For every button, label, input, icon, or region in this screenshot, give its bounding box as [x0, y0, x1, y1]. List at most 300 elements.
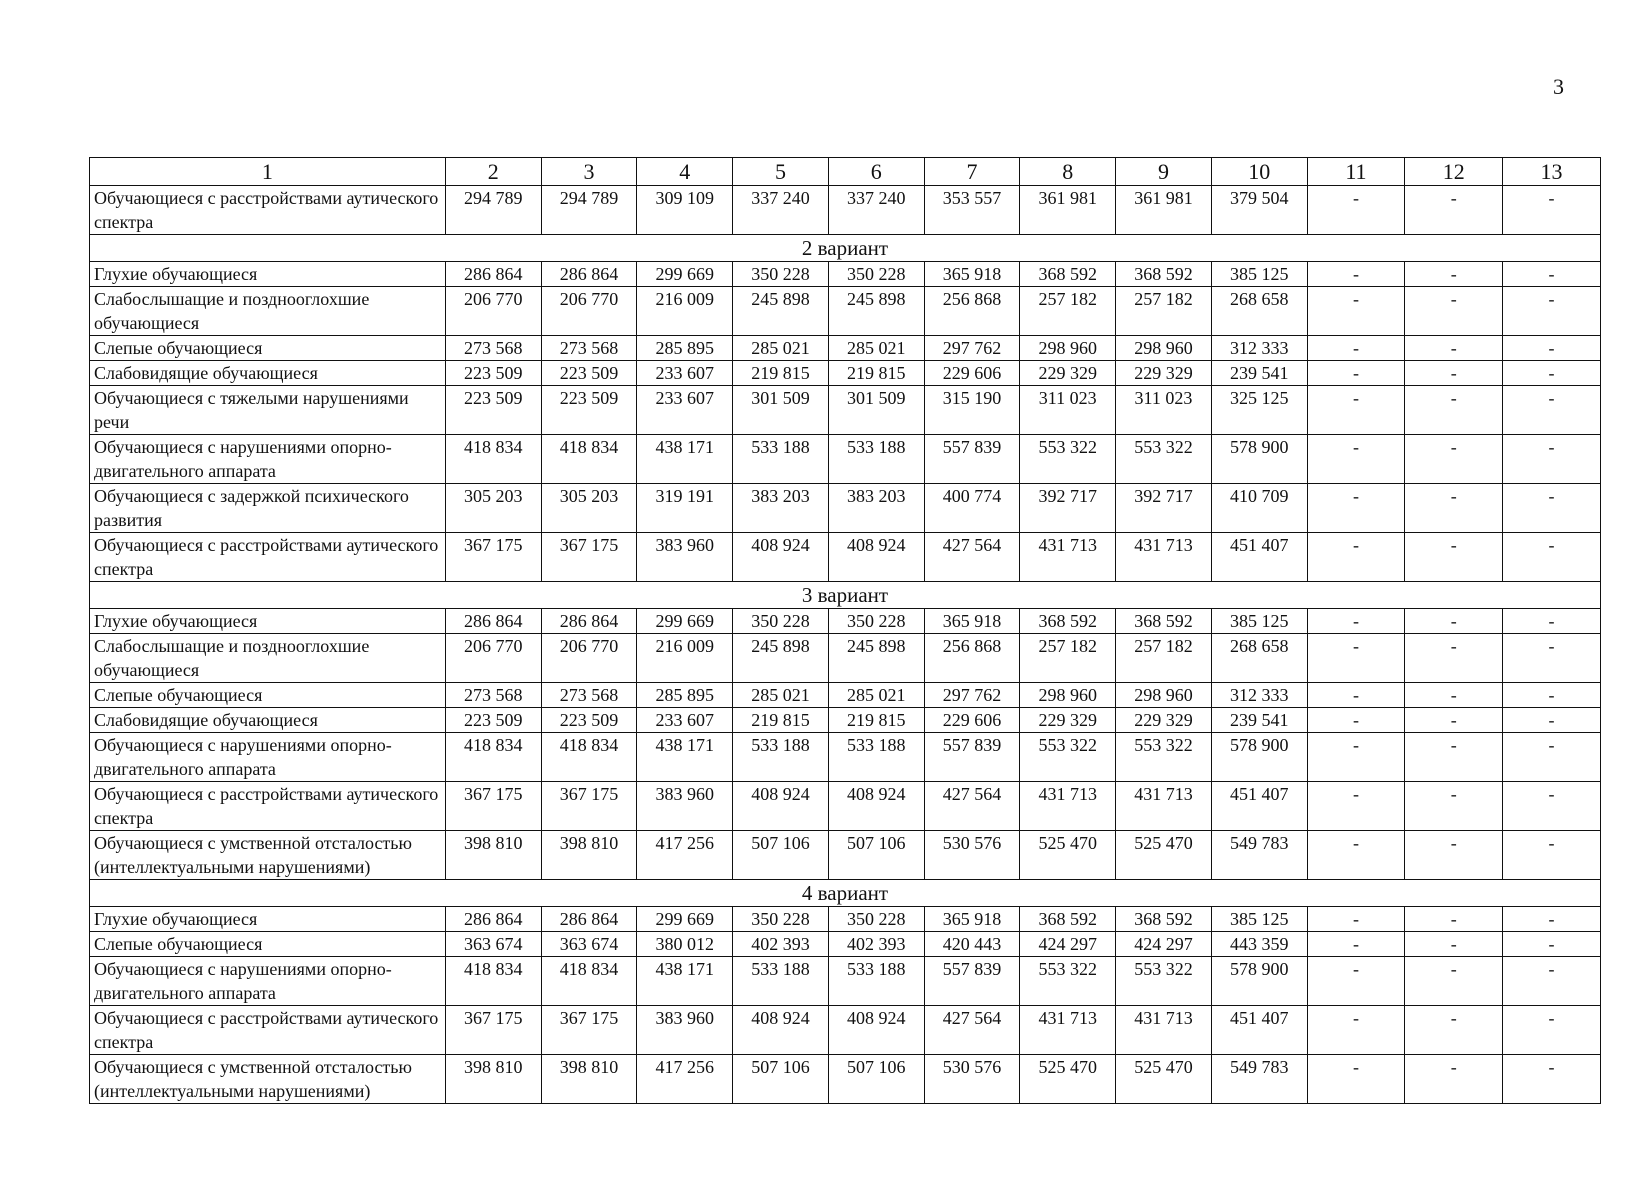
- value-cell: 385 125: [1211, 262, 1307, 287]
- value-cell: 420 443: [924, 932, 1020, 957]
- value-cell: 553 322: [1020, 733, 1116, 782]
- column-number-header: 8: [1020, 158, 1116, 186]
- value-cell: 305 203: [445, 484, 541, 533]
- value-cell: 367 175: [541, 533, 637, 582]
- value-cell: 285 895: [637, 336, 733, 361]
- empty-value-cell: -: [1503, 957, 1601, 1006]
- table-body: [90, 158, 1601, 1104]
- column-number-header: 5: [733, 158, 829, 186]
- row-category-label: Слабовидящие обучающиеся: [90, 708, 446, 733]
- value-cell: 365 918: [924, 609, 1020, 634]
- value-cell: 427 564: [924, 1006, 1020, 1055]
- value-cell: 367 175: [541, 1006, 637, 1055]
- value-cell: 286 864: [541, 609, 637, 634]
- column-number-header: 9: [1116, 158, 1212, 186]
- value-cell: 408 924: [733, 782, 829, 831]
- empty-value-cell: -: [1307, 1055, 1405, 1104]
- value-cell: 229 329: [1020, 708, 1116, 733]
- empty-value-cell: -: [1503, 262, 1601, 287]
- value-cell: 268 658: [1211, 287, 1307, 336]
- value-cell: 285 895: [637, 683, 733, 708]
- value-cell: 368 592: [1020, 609, 1116, 634]
- empty-value-cell: -: [1405, 1006, 1503, 1055]
- value-cell: 549 783: [1211, 831, 1307, 880]
- empty-value-cell: -: [1405, 386, 1503, 435]
- value-cell: 424 297: [1020, 932, 1116, 957]
- empty-value-cell: -: [1503, 361, 1601, 386]
- table-row: [90, 484, 1601, 533]
- value-cell: 245 898: [828, 287, 924, 336]
- value-cell: 301 509: [828, 386, 924, 435]
- empty-value-cell: -: [1503, 386, 1601, 435]
- section-header-row: [90, 235, 1601, 262]
- value-cell: 297 762: [924, 336, 1020, 361]
- empty-value-cell: -: [1307, 932, 1405, 957]
- empty-value-cell: -: [1307, 287, 1405, 336]
- value-cell: 553 322: [1020, 957, 1116, 1006]
- empty-value-cell: -: [1503, 831, 1601, 880]
- value-cell: 363 674: [445, 932, 541, 957]
- value-cell: 408 924: [828, 533, 924, 582]
- value-cell: 245 898: [733, 634, 829, 683]
- value-cell: 299 669: [637, 262, 733, 287]
- value-cell: 443 359: [1211, 932, 1307, 957]
- column-number-header: 12: [1405, 158, 1503, 186]
- value-cell: 438 171: [637, 435, 733, 484]
- value-cell: 350 228: [828, 609, 924, 634]
- empty-value-cell: -: [1405, 336, 1503, 361]
- page-number: 3: [1553, 74, 1564, 99]
- value-cell: 418 834: [445, 733, 541, 782]
- value-cell: 398 810: [445, 1055, 541, 1104]
- empty-value-cell: -: [1405, 733, 1503, 782]
- value-cell: 431 713: [1116, 1006, 1212, 1055]
- value-cell: 337 240: [733, 186, 829, 235]
- value-cell: 350 228: [828, 907, 924, 932]
- empty-value-cell: -: [1503, 287, 1601, 336]
- empty-value-cell: -: [1503, 484, 1601, 533]
- value-cell: 206 770: [445, 634, 541, 683]
- empty-value-cell: -: [1307, 262, 1405, 287]
- row-category-label: Обучающиеся с задержкой психического развития: [90, 484, 446, 533]
- table-row: [90, 831, 1601, 880]
- table-row: [90, 634, 1601, 683]
- empty-value-cell: -: [1503, 708, 1601, 733]
- value-cell: 392 717: [1020, 484, 1116, 533]
- value-cell: 408 924: [733, 533, 829, 582]
- empty-value-cell: -: [1307, 186, 1405, 235]
- value-cell: 286 864: [445, 262, 541, 287]
- value-cell: 365 918: [924, 907, 1020, 932]
- empty-value-cell: -: [1503, 336, 1601, 361]
- value-cell: 301 509: [733, 386, 829, 435]
- value-cell: 239 541: [1211, 361, 1307, 386]
- value-cell: 418 834: [445, 435, 541, 484]
- empty-value-cell: -: [1405, 708, 1503, 733]
- value-cell: 525 470: [1116, 1055, 1212, 1104]
- value-cell: 553 322: [1020, 435, 1116, 484]
- value-cell: 427 564: [924, 533, 1020, 582]
- data-table: [89, 157, 1601, 1104]
- value-cell: 223 509: [445, 386, 541, 435]
- value-cell: 417 256: [637, 831, 733, 880]
- value-cell: 553 322: [1116, 733, 1212, 782]
- value-cell: 367 175: [541, 782, 637, 831]
- value-cell: 297 762: [924, 683, 1020, 708]
- empty-value-cell: -: [1307, 533, 1405, 582]
- value-cell: 311 023: [1116, 386, 1212, 435]
- empty-value-cell: -: [1307, 957, 1405, 1006]
- table-row: [90, 533, 1601, 582]
- value-cell: 350 228: [733, 609, 829, 634]
- value-cell: 294 789: [445, 186, 541, 235]
- empty-value-cell: -: [1405, 533, 1503, 582]
- value-cell: 368 592: [1116, 609, 1212, 634]
- column-number-header: 1: [90, 158, 446, 186]
- empty-value-cell: -: [1405, 907, 1503, 932]
- value-cell: 223 509: [541, 361, 637, 386]
- row-category-label: Обучающиеся с расстройствами аутического спектра: [90, 782, 446, 831]
- value-cell: 431 713: [1020, 1006, 1116, 1055]
- value-cell: 398 810: [541, 1055, 637, 1104]
- empty-value-cell: -: [1405, 683, 1503, 708]
- value-cell: 325 125: [1211, 386, 1307, 435]
- value-cell: 273 568: [541, 336, 637, 361]
- value-cell: 530 576: [924, 831, 1020, 880]
- value-cell: 309 109: [637, 186, 733, 235]
- value-cell: 319 191: [637, 484, 733, 533]
- value-cell: 353 557: [924, 186, 1020, 235]
- value-cell: 223 509: [541, 386, 637, 435]
- value-cell: 367 175: [445, 533, 541, 582]
- value-cell: 438 171: [637, 733, 733, 782]
- value-cell: 507 106: [828, 831, 924, 880]
- value-cell: 507 106: [828, 1055, 924, 1104]
- value-cell: 219 815: [733, 361, 829, 386]
- value-cell: 216 009: [637, 634, 733, 683]
- value-cell: 431 713: [1020, 533, 1116, 582]
- empty-value-cell: -: [1503, 533, 1601, 582]
- empty-value-cell: -: [1405, 262, 1503, 287]
- empty-value-cell: -: [1405, 609, 1503, 634]
- value-cell: 557 839: [924, 957, 1020, 1006]
- value-cell: 363 674: [541, 932, 637, 957]
- value-cell: 507 106: [733, 831, 829, 880]
- value-cell: 273 568: [445, 336, 541, 361]
- value-cell: 312 333: [1211, 336, 1307, 361]
- value-cell: 286 864: [445, 609, 541, 634]
- table-row: [90, 435, 1601, 484]
- empty-value-cell: -: [1405, 287, 1503, 336]
- value-cell: 418 834: [445, 957, 541, 1006]
- empty-value-cell: -: [1503, 634, 1601, 683]
- empty-value-cell: -: [1405, 484, 1503, 533]
- row-category-label: Глухие обучающиеся: [90, 609, 446, 634]
- value-cell: 367 175: [445, 1006, 541, 1055]
- table-row: [90, 1055, 1601, 1104]
- value-cell: 350 228: [828, 262, 924, 287]
- empty-value-cell: -: [1307, 336, 1405, 361]
- empty-value-cell: -: [1307, 831, 1405, 880]
- row-category-label: Обучающиеся с расстройствами аутического спектра: [90, 1006, 446, 1055]
- row-category-label: Слабовидящие обучающиеся: [90, 361, 446, 386]
- empty-value-cell: -: [1307, 733, 1405, 782]
- value-cell: 400 774: [924, 484, 1020, 533]
- column-number-header: 11: [1307, 158, 1405, 186]
- row-category-label: Слабослышащие и позднооглохшие обучающиеся: [90, 634, 446, 683]
- value-cell: 285 021: [828, 336, 924, 361]
- value-cell: 383 203: [828, 484, 924, 533]
- value-cell: 383 960: [637, 782, 733, 831]
- value-cell: 533 188: [828, 957, 924, 1006]
- column-number-header: 3: [541, 158, 637, 186]
- value-cell: 380 012: [637, 932, 733, 957]
- row-category-label: Обучающиеся с расстройствами аутического спектра: [90, 533, 446, 582]
- section-title: 3 вариант: [90, 582, 1601, 609]
- empty-value-cell: -: [1307, 1006, 1405, 1055]
- value-cell: 451 407: [1211, 533, 1307, 582]
- value-cell: 229 606: [924, 708, 1020, 733]
- empty-value-cell: -: [1503, 683, 1601, 708]
- row-category-label: Слепые обучающиеся: [90, 932, 446, 957]
- empty-value-cell: -: [1307, 634, 1405, 683]
- value-cell: 312 333: [1211, 683, 1307, 708]
- value-cell: 402 393: [828, 932, 924, 957]
- empty-value-cell: -: [1503, 733, 1601, 782]
- value-cell: 257 182: [1116, 287, 1212, 336]
- value-cell: 431 713: [1116, 533, 1212, 582]
- table-row: [90, 336, 1601, 361]
- value-cell: 383 960: [637, 1006, 733, 1055]
- value-cell: 451 407: [1211, 782, 1307, 831]
- value-cell: 298 960: [1116, 683, 1212, 708]
- value-cell: 229 329: [1116, 708, 1212, 733]
- value-cell: 553 322: [1116, 435, 1212, 484]
- value-cell: 299 669: [637, 609, 733, 634]
- empty-value-cell: -: [1307, 907, 1405, 932]
- value-cell: 525 470: [1116, 831, 1212, 880]
- table-row: [90, 683, 1601, 708]
- row-category-label: Обучающиеся с расстройствами аутического спектра: [90, 186, 446, 235]
- empty-value-cell: -: [1307, 361, 1405, 386]
- value-cell: 418 834: [541, 733, 637, 782]
- value-cell: 507 106: [733, 1055, 829, 1104]
- row-category-label: Обучающиеся с нарушениями опорно-двигательного аппарата: [90, 957, 446, 1006]
- value-cell: 223 509: [541, 708, 637, 733]
- value-cell: 257 182: [1020, 287, 1116, 336]
- value-cell: 219 815: [828, 361, 924, 386]
- value-cell: 229 329: [1116, 361, 1212, 386]
- value-cell: 557 839: [924, 435, 1020, 484]
- value-cell: 385 125: [1211, 609, 1307, 634]
- section-header-row: [90, 880, 1601, 907]
- value-cell: 408 924: [733, 1006, 829, 1055]
- empty-value-cell: -: [1405, 831, 1503, 880]
- table-row: [90, 386, 1601, 435]
- empty-value-cell: -: [1307, 708, 1405, 733]
- value-cell: 298 960: [1020, 336, 1116, 361]
- value-cell: 368 592: [1116, 262, 1212, 287]
- value-cell: 256 868: [924, 287, 1020, 336]
- value-cell: 402 393: [733, 932, 829, 957]
- section-header-row: [90, 582, 1601, 609]
- value-cell: 368 592: [1116, 907, 1212, 932]
- value-cell: 298 960: [1020, 683, 1116, 708]
- value-cell: 223 509: [445, 708, 541, 733]
- value-cell: 549 783: [1211, 1055, 1307, 1104]
- empty-value-cell: -: [1503, 186, 1601, 235]
- value-cell: 305 203: [541, 484, 637, 533]
- empty-value-cell: -: [1405, 1055, 1503, 1104]
- table-row: [90, 186, 1601, 235]
- value-cell: 350 228: [733, 262, 829, 287]
- column-number-header: 2: [445, 158, 541, 186]
- value-cell: 233 607: [637, 361, 733, 386]
- value-cell: 216 009: [637, 287, 733, 336]
- value-cell: 206 770: [541, 287, 637, 336]
- value-cell: 350 228: [733, 907, 829, 932]
- value-cell: 286 864: [445, 907, 541, 932]
- value-cell: 578 900: [1211, 957, 1307, 1006]
- value-cell: 223 509: [445, 361, 541, 386]
- empty-value-cell: -: [1405, 932, 1503, 957]
- value-cell: 533 188: [733, 733, 829, 782]
- value-cell: 273 568: [445, 683, 541, 708]
- value-cell: 367 175: [445, 782, 541, 831]
- empty-value-cell: -: [1307, 782, 1405, 831]
- empty-value-cell: -: [1405, 957, 1503, 1006]
- value-cell: 285 021: [733, 683, 829, 708]
- value-cell: 408 924: [828, 782, 924, 831]
- table-row: [90, 361, 1601, 386]
- empty-value-cell: -: [1503, 435, 1601, 484]
- value-cell: 525 470: [1020, 1055, 1116, 1104]
- value-cell: 383 960: [637, 533, 733, 582]
- value-cell: 206 770: [541, 634, 637, 683]
- value-cell: 530 576: [924, 1055, 1020, 1104]
- table-row: [90, 262, 1601, 287]
- value-cell: 268 658: [1211, 634, 1307, 683]
- value-cell: 533 188: [733, 435, 829, 484]
- value-cell: 533 188: [828, 435, 924, 484]
- row-category-label: Слабослышащие и позднооглохшие обучающиеся: [90, 287, 446, 336]
- table-row: [90, 957, 1601, 1006]
- value-cell: 365 918: [924, 262, 1020, 287]
- empty-value-cell: -: [1307, 386, 1405, 435]
- empty-value-cell: -: [1405, 435, 1503, 484]
- value-cell: 525 470: [1020, 831, 1116, 880]
- value-cell: 533 188: [828, 733, 924, 782]
- value-cell: 229 606: [924, 361, 1020, 386]
- value-cell: 578 900: [1211, 435, 1307, 484]
- value-cell: 286 864: [541, 907, 637, 932]
- value-cell: 368 592: [1020, 262, 1116, 287]
- empty-value-cell: -: [1405, 782, 1503, 831]
- column-number-header-row: [90, 158, 1601, 186]
- row-category-label: Глухие обучающиеся: [90, 262, 446, 287]
- value-cell: 451 407: [1211, 1006, 1307, 1055]
- empty-value-cell: -: [1503, 1055, 1601, 1104]
- value-cell: 418 834: [541, 957, 637, 1006]
- value-cell: 286 864: [541, 262, 637, 287]
- value-cell: 337 240: [828, 186, 924, 235]
- value-cell: 385 125: [1211, 907, 1307, 932]
- value-cell: 431 713: [1020, 782, 1116, 831]
- row-category-label: Обучающиеся с нарушениями опорно-двигательного аппарата: [90, 733, 446, 782]
- row-category-label: Обучающиеся с тяжелыми нарушениями речи: [90, 386, 446, 435]
- column-number-header: 6: [828, 158, 924, 186]
- table-row: [90, 1006, 1601, 1055]
- column-number-header: 10: [1211, 158, 1307, 186]
- value-cell: 361 981: [1020, 186, 1116, 235]
- value-cell: 408 924: [828, 1006, 924, 1055]
- value-cell: 257 182: [1116, 634, 1212, 683]
- value-cell: 398 810: [541, 831, 637, 880]
- value-cell: 206 770: [445, 287, 541, 336]
- table-row: [90, 907, 1601, 932]
- value-cell: 299 669: [637, 907, 733, 932]
- row-category-label: Слепые обучающиеся: [90, 336, 446, 361]
- empty-value-cell: -: [1307, 609, 1405, 634]
- value-cell: 294 789: [541, 186, 637, 235]
- value-cell: 257 182: [1020, 634, 1116, 683]
- empty-value-cell: -: [1503, 782, 1601, 831]
- value-cell: 245 898: [828, 634, 924, 683]
- value-cell: 379 504: [1211, 186, 1307, 235]
- value-cell: 361 981: [1116, 186, 1212, 235]
- empty-value-cell: -: [1307, 683, 1405, 708]
- table-row: [90, 782, 1601, 831]
- value-cell: 557 839: [924, 733, 1020, 782]
- value-cell: 578 900: [1211, 733, 1307, 782]
- value-cell: 410 709: [1211, 484, 1307, 533]
- section-title: 2 вариант: [90, 235, 1601, 262]
- table-row: [90, 708, 1601, 733]
- value-cell: 398 810: [445, 831, 541, 880]
- column-number-header: 4: [637, 158, 733, 186]
- empty-value-cell: -: [1307, 484, 1405, 533]
- empty-value-cell: -: [1405, 361, 1503, 386]
- value-cell: 311 023: [1020, 386, 1116, 435]
- value-cell: 431 713: [1116, 782, 1212, 831]
- row-category-label: Глухие обучающиеся: [90, 907, 446, 932]
- value-cell: 285 021: [733, 336, 829, 361]
- row-category-label: Обучающиеся с нарушениями опорно-двигательного аппарата: [90, 435, 446, 484]
- value-cell: 424 297: [1116, 932, 1212, 957]
- empty-value-cell: -: [1503, 907, 1601, 932]
- value-cell: 417 256: [637, 1055, 733, 1104]
- value-cell: 219 815: [733, 708, 829, 733]
- empty-value-cell: -: [1503, 609, 1601, 634]
- value-cell: 256 868: [924, 634, 1020, 683]
- value-cell: 298 960: [1116, 336, 1212, 361]
- empty-value-cell: -: [1307, 435, 1405, 484]
- row-category-label: Обучающиеся с умственной отсталостью (интеллектуальными нарушениями): [90, 831, 446, 880]
- value-cell: 418 834: [541, 435, 637, 484]
- value-cell: 392 717: [1116, 484, 1212, 533]
- empty-value-cell: -: [1405, 634, 1503, 683]
- value-cell: 553 322: [1116, 957, 1212, 1006]
- empty-value-cell: -: [1503, 1006, 1601, 1055]
- empty-value-cell: -: [1503, 932, 1601, 957]
- empty-value-cell: -: [1405, 186, 1503, 235]
- row-category-label: Слепые обучающиеся: [90, 683, 446, 708]
- value-cell: 438 171: [637, 957, 733, 1006]
- section-title: 4 вариант: [90, 880, 1601, 907]
- row-category-label: Обучающиеся с умственной отсталостью (интеллектуальными нарушениями): [90, 1055, 446, 1104]
- table-row: [90, 609, 1601, 634]
- column-number-header: 7: [924, 158, 1020, 186]
